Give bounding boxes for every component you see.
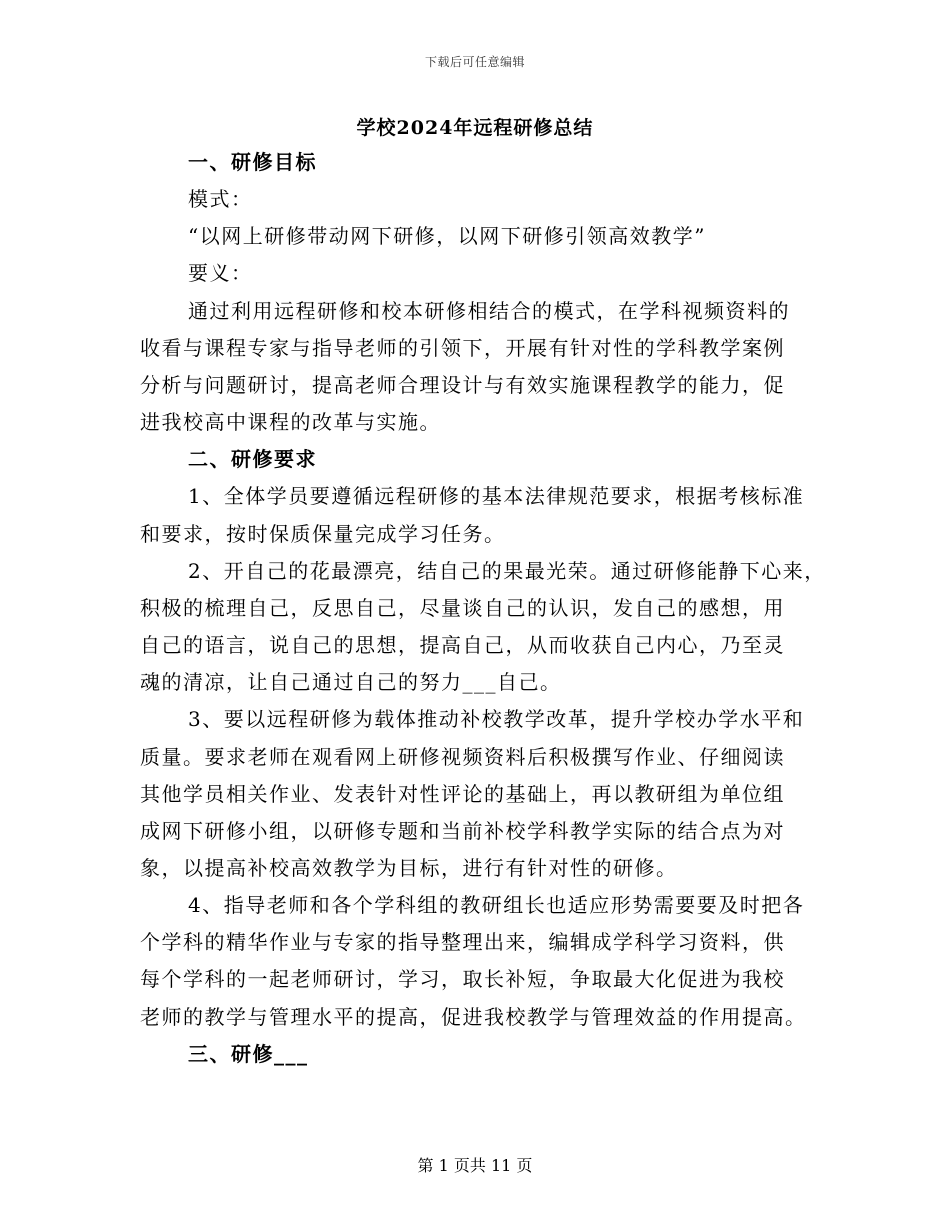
text-line: 象，以提高补校高效教学为目标，进行有针对性的研修。 bbox=[140, 855, 678, 880]
text-line: 收看与课程专家与指导老师的引领下，开展有针对性的学科教学案例 bbox=[140, 335, 785, 360]
text-line: 和要求，按时保质保量完成学习任务。 bbox=[140, 521, 506, 546]
text-line: 分析与问题研讨，提高老师合理设计与有效实施课程教学的能力，促 bbox=[140, 372, 785, 397]
text-line: 2、开自己的花最漂亮，结自己的果最光荣。通过研修能静下心来， bbox=[188, 558, 826, 583]
text-line: 进我校高中课程的改革与实施。 bbox=[140, 410, 441, 435]
section-heading bbox=[140, 144, 840, 181]
paragraph bbox=[140, 293, 840, 442]
text-line: 魂的清凉，让自己通过自己的努力___自己。 bbox=[140, 670, 562, 695]
text-line: 成网下研修小组，以研修专题和当前补校学科教学实际的结合点为对 bbox=[140, 818, 785, 843]
paragraph bbox=[140, 181, 840, 218]
header-note: 下载后可任意编辑 bbox=[424, 55, 525, 69]
section-heading bbox=[140, 1036, 840, 1073]
paragraph bbox=[140, 701, 840, 887]
text-line: 自己的语言，说自己的思想，提高自己，从而收获自己内心，乃至灵 bbox=[140, 633, 785, 658]
section-heading-text: 一、研修目标 bbox=[188, 150, 317, 174]
text-line: 要义： bbox=[188, 261, 253, 286]
paragraph bbox=[140, 887, 840, 1036]
text-line: 其他学员相关作业、发表针对性评论的基础上，再以教研组为单位组 bbox=[140, 781, 785, 806]
section-heading bbox=[140, 441, 840, 478]
text-line: 4、指导老师和各个学科组的教研组长也适应形势需要要及时把各 bbox=[188, 893, 805, 918]
text-line: 通过利用远程研修和校本研修相结合的模式，在学科视频资料的 bbox=[188, 298, 790, 323]
section-heading-text: 二、研修要求 bbox=[188, 447, 317, 472]
document-body bbox=[140, 144, 840, 1073]
document-title: 学校2024年远程研修总结 bbox=[356, 117, 594, 139]
text-line: 积极的梳理自己，反思自己，尽量谈自己的认识，发自己的感想，用 bbox=[140, 595, 785, 620]
text-line: 1、全体学员要遵循远程研修的基本法律规范要求，根据考核标准 bbox=[188, 484, 805, 509]
paragraph bbox=[140, 553, 840, 702]
text-line: 3、要以远程研修为载体推动补校教学改革，提升学校办学水平和 bbox=[188, 707, 805, 732]
paragraph bbox=[140, 255, 840, 292]
text-line: 每个学科的一起老师研讨，学习，取长补短，争取最大化促进为我校 bbox=[140, 967, 785, 992]
text-line: “以网上研修带动网下研修，以网下研修引领高效教学” bbox=[188, 224, 706, 249]
text-line: 质量。要求老师在观看网上研修视频资料后积极撰写作业、仔细阅读 bbox=[140, 744, 785, 769]
paragraph bbox=[140, 478, 840, 552]
text-line: 老师的教学与管理水平的提高，促进我校教学与管理效益的作用提高。 bbox=[140, 1004, 807, 1029]
page-footer: 第 1 页共 11 页 bbox=[417, 1156, 533, 1175]
paragraph bbox=[140, 218, 840, 255]
text-line: 模式： bbox=[188, 187, 253, 212]
section-heading-text: 三、研修___ bbox=[188, 1041, 309, 1066]
text-line: 个学科的精华作业与专家的指导整理出来，编辑成学科学习资料，供 bbox=[140, 930, 785, 955]
